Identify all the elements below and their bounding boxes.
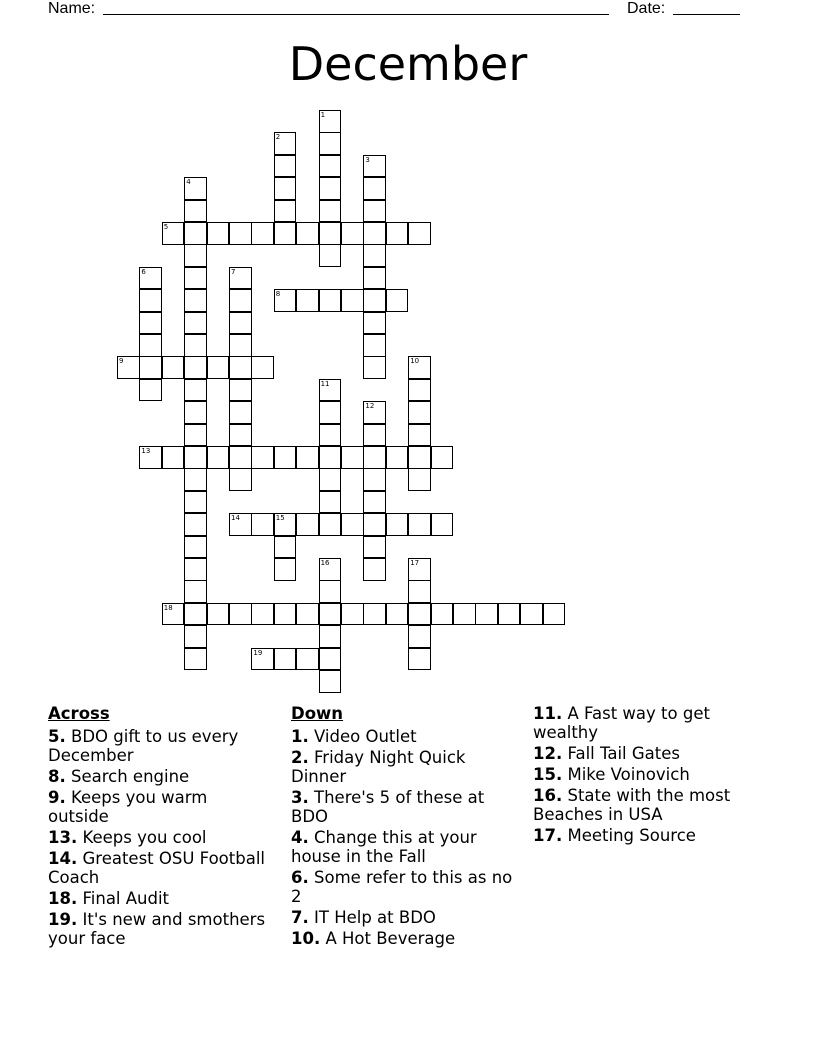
clue-item-text: Mike Voinovich <box>567 765 690 784</box>
grid-cell[interactable] <box>184 289 207 312</box>
down-clues-continued <box>533 704 773 847</box>
clue-item-text: It's new and smothers your face <box>48 910 266 948</box>
clue-number: 5 <box>163 223 169 231</box>
grid-cell[interactable] <box>319 491 342 514</box>
grid-cell[interactable] <box>184 625 207 648</box>
grid-cell[interactable] <box>184 648 207 671</box>
clue-item <box>291 727 516 746</box>
grid-cell[interactable] <box>363 155 386 178</box>
clue-item <box>48 788 273 826</box>
grid-cell[interactable] <box>251 356 274 379</box>
grid-cell[interactable] <box>162 446 185 469</box>
grid-cell[interactable] <box>274 648 297 671</box>
clue-item-text: Greatest OSU Football Coach <box>48 849 265 887</box>
clue-item-text: A Hot Beverage <box>325 929 456 948</box>
grid-cell[interactable] <box>341 222 364 245</box>
grid-cell[interactable] <box>319 222 342 245</box>
grid-cell[interactable] <box>386 603 409 626</box>
clue-item-number: 8. <box>48 767 66 786</box>
clue-item <box>291 788 516 826</box>
grid-cell[interactable] <box>431 513 454 536</box>
grid-cell[interactable] <box>319 446 342 469</box>
down-list-continued <box>533 704 773 845</box>
grid-cell[interactable] <box>319 513 342 536</box>
grid-cell[interactable] <box>408 222 431 245</box>
grid-cell[interactable] <box>139 334 162 357</box>
grid-cell[interactable] <box>274 222 297 245</box>
grid-cell[interactable] <box>319 558 342 581</box>
clue-item-number: 13. <box>48 828 78 847</box>
clue-item-text: Video Outlet <box>314 727 417 746</box>
clue-item-number: 9. <box>48 788 66 807</box>
clue-number: 17 <box>410 559 420 567</box>
clue-item-number: 17. <box>533 826 563 845</box>
clue-item-number: 2. <box>291 748 309 767</box>
grid-cell[interactable] <box>139 312 162 335</box>
clue-item <box>291 828 516 866</box>
clue-number: 2 <box>275 133 281 142</box>
grid-cell[interactable] <box>363 222 386 245</box>
grid-cell[interactable] <box>408 580 431 603</box>
grid-cell[interactable] <box>363 536 386 559</box>
date-field[interactable] <box>673 14 740 15</box>
clue-item-number: 5. <box>48 727 66 746</box>
across-heading: Across <box>48 704 110 723</box>
name-label: Name: <box>48 0 96 17</box>
clue-item-text: Some refer to this as no 2 <box>291 868 513 906</box>
header <box>0 0 816 22</box>
grid-cell[interactable] <box>363 289 386 312</box>
grid-cell[interactable] <box>296 648 319 671</box>
grid-cell[interactable] <box>408 401 431 424</box>
grid-cell[interactable] <box>319 648 342 671</box>
grid-cell[interactable] <box>319 289 342 312</box>
clue-item <box>533 704 773 742</box>
grid-cell[interactable] <box>363 603 386 626</box>
grid-cell[interactable] <box>296 603 319 626</box>
grid-cell[interactable] <box>251 513 274 536</box>
grid-cell[interactable] <box>363 200 386 223</box>
clue-item <box>291 929 516 948</box>
clue-number: 3 <box>365 155 370 164</box>
down-heading: Down <box>291 704 344 723</box>
grid-cell[interactable] <box>229 424 252 447</box>
grid-cell[interactable] <box>229 513 252 536</box>
clue-item-text: Fall Tail Gates <box>567 744 680 763</box>
clue-item-text: A Fast way to get wealthy <box>533 704 710 742</box>
grid-cell[interactable] <box>453 603 476 626</box>
grid-cell[interactable] <box>184 222 207 245</box>
grid-cell[interactable] <box>408 356 431 379</box>
grid-cell[interactable] <box>207 356 230 379</box>
clue-number: 15 <box>275 514 285 523</box>
grid-cell[interactable] <box>139 446 162 469</box>
crossword-grid <box>117 110 567 694</box>
grid-cell[interactable] <box>408 468 431 491</box>
grid-cell[interactable] <box>363 244 386 267</box>
grid-cell[interactable] <box>408 603 431 626</box>
grid-cell[interactable] <box>184 424 207 447</box>
clue-number: 10 <box>410 357 420 366</box>
grid-cell[interactable] <box>274 155 297 178</box>
grid-cell[interactable] <box>139 267 162 290</box>
clue-item <box>533 744 773 763</box>
clue-number: 9 <box>119 357 124 366</box>
grid-cell[interactable] <box>363 401 386 424</box>
grid-cell[interactable] <box>386 513 409 536</box>
page-title: December <box>288 37 528 91</box>
grid-cell[interactable] <box>363 356 386 379</box>
grid-cell[interactable] <box>184 446 207 469</box>
grid-cell[interactable] <box>363 513 386 536</box>
grid-cell[interactable] <box>184 468 207 491</box>
grid-cell[interactable] <box>251 446 274 469</box>
clue-number: 18 <box>163 603 173 612</box>
grid-cell[interactable] <box>229 312 252 335</box>
grid-cell[interactable] <box>274 603 297 626</box>
grid-cell[interactable] <box>184 558 207 581</box>
across-list <box>48 727 273 948</box>
grid-cell[interactable] <box>207 446 230 469</box>
grid-cell[interactable] <box>319 625 342 648</box>
grid-cell[interactable] <box>319 670 342 693</box>
clue-item-text: Final Audit <box>82 889 170 908</box>
grid-cell[interactable] <box>319 401 342 424</box>
grid-cell[interactable] <box>274 289 297 312</box>
grid-cell[interactable] <box>184 536 207 559</box>
clue-item-text: Friday Night Quick Dinner <box>291 748 466 786</box>
grid-cell[interactable] <box>319 379 342 402</box>
clue-item <box>533 786 773 824</box>
grid-cell[interactable] <box>274 536 297 559</box>
grid-cell[interactable] <box>184 312 207 335</box>
grid-cell[interactable] <box>184 244 207 267</box>
clue-item <box>533 826 773 845</box>
grid-cell[interactable] <box>184 401 207 424</box>
clue-item <box>48 828 273 847</box>
clue-item-text: State with the most Beaches in USA <box>533 786 731 824</box>
grid-cell[interactable] <box>520 603 543 626</box>
grid-cell[interactable] <box>251 222 274 245</box>
grid-cell[interactable] <box>363 312 386 335</box>
clue-item-text: IT Help at BDO <box>314 908 436 927</box>
grid-cell[interactable] <box>363 468 386 491</box>
clue-item <box>291 868 516 906</box>
grid-cell[interactable] <box>319 110 342 133</box>
grid-cell[interactable] <box>184 267 207 290</box>
date-label: Date: <box>627 0 666 17</box>
grid-cell[interactable] <box>543 603 566 626</box>
clue-item-number: 14. <box>48 849 78 868</box>
grid-cell[interactable] <box>296 222 319 245</box>
clue-number: 12 <box>365 402 375 411</box>
clue-number: 14 <box>231 514 240 523</box>
clue-number: 19 <box>253 648 263 657</box>
grid-cell[interactable] <box>363 334 386 357</box>
clue-item <box>533 765 773 784</box>
grid-cell[interactable] <box>408 379 431 402</box>
grid-cell[interactable] <box>363 177 386 200</box>
clue-item-number: 15. <box>533 765 563 784</box>
grid-cell[interactable] <box>498 603 521 626</box>
clue-item <box>48 910 273 948</box>
grid-cell[interactable] <box>207 603 230 626</box>
grid-cell[interactable] <box>184 334 207 357</box>
grid-cell[interactable] <box>386 222 409 245</box>
clue-item-number: 18. <box>48 889 78 908</box>
grid-cell[interactable] <box>296 513 319 536</box>
clue-item <box>48 849 273 887</box>
grid-cell[interactable] <box>229 334 252 357</box>
grid-cell[interactable] <box>251 603 274 626</box>
grid-cell[interactable] <box>408 558 431 581</box>
clue-item-number: 3. <box>291 788 309 807</box>
grid-cell[interactable] <box>274 132 297 155</box>
clue-number: 1 <box>320 111 326 119</box>
grid-cell[interactable] <box>139 379 162 402</box>
grid-cell[interactable] <box>274 200 297 223</box>
clue-number: 6 <box>141 267 146 276</box>
clue-item-number: 16. <box>533 786 563 805</box>
grid-cell[interactable] <box>162 603 185 626</box>
grid-cell[interactable] <box>341 513 364 536</box>
grid-cell[interactable] <box>184 379 207 402</box>
grid-cell[interactable] <box>363 558 386 581</box>
grid-cell[interactable] <box>408 648 431 671</box>
clue-item <box>48 767 273 786</box>
grid-cell[interactable] <box>274 177 297 200</box>
grid-cell[interactable] <box>229 222 252 245</box>
grid-cell[interactable] <box>139 356 162 379</box>
grid-cell[interactable] <box>408 446 431 469</box>
grid-cell[interactable] <box>319 155 342 178</box>
across-clues <box>48 704 273 950</box>
grid-cell[interactable] <box>363 267 386 290</box>
grid-cell[interactable] <box>184 491 207 514</box>
grid-cell[interactable] <box>229 379 252 402</box>
grid-cell[interactable] <box>319 132 342 155</box>
grid-cell[interactable] <box>229 468 252 491</box>
clue-number: 16 <box>320 559 330 567</box>
grid-cell[interactable] <box>184 603 207 626</box>
grid-cell[interactable] <box>341 446 364 469</box>
clue-number: 11 <box>320 379 330 388</box>
clue-number: 4 <box>186 178 191 187</box>
clue-item <box>48 889 273 908</box>
down-clues <box>291 704 516 950</box>
grid-cell[interactable] <box>319 468 342 491</box>
grid-cell[interactable] <box>319 177 342 200</box>
clue-item-number: 19. <box>48 910 78 929</box>
grid-cell[interactable] <box>296 446 319 469</box>
clue-number: 8 <box>275 290 281 299</box>
grid-cell[interactable] <box>117 356 140 379</box>
grid-cell[interactable] <box>319 424 342 447</box>
clue-item-number: 11. <box>533 704 563 723</box>
clue-item-number: 1. <box>291 727 309 746</box>
grid-cell[interactable] <box>363 491 386 514</box>
grid-cell[interactable] <box>229 446 252 469</box>
grid-cell[interactable] <box>207 222 230 245</box>
grid-cell[interactable] <box>386 289 409 312</box>
grid-cell[interactable] <box>184 200 207 223</box>
clue-number: 13 <box>141 447 151 455</box>
grid-cell[interactable] <box>274 558 297 581</box>
grid-cell[interactable] <box>408 513 431 536</box>
grid-cell[interactable] <box>475 603 498 626</box>
grid-cell[interactable] <box>274 446 297 469</box>
clue-item-number: 6. <box>291 868 309 887</box>
clue-item-number: 7. <box>291 908 309 927</box>
grid-cell[interactable] <box>408 625 431 648</box>
clue-item-number: 12. <box>533 744 563 763</box>
clue-item-text: There's 5 of these at BDO <box>291 788 485 826</box>
grid-cell[interactable] <box>431 446 454 469</box>
clue-item-text: Keeps you warm outside <box>48 788 208 826</box>
clue-item <box>291 908 516 927</box>
clue-item-number: 10. <box>291 929 321 948</box>
grid-cell[interactable] <box>363 446 386 469</box>
grid-cell[interactable] <box>162 222 185 245</box>
down-list <box>291 727 516 948</box>
grid-cell[interactable] <box>408 424 431 447</box>
clue-item-text: Meeting Source <box>567 826 696 845</box>
grid-cell[interactable] <box>296 289 319 312</box>
grid-cell[interactable] <box>386 446 409 469</box>
grid-cell[interactable] <box>139 289 162 312</box>
grid-cell[interactable] <box>184 177 207 200</box>
grid-cell[interactable] <box>229 401 252 424</box>
clue-item-text: Keeps you cool <box>82 828 207 847</box>
grid-cell[interactable] <box>431 603 454 626</box>
clue-item-text: BDO gift to us every December <box>48 727 239 765</box>
grid-cell[interactable] <box>341 289 364 312</box>
grid-cell[interactable] <box>184 513 207 536</box>
grid-cell[interactable] <box>229 603 252 626</box>
grid-cell[interactable] <box>184 356 207 379</box>
grid-cell[interactable] <box>363 424 386 447</box>
grid-cell[interactable] <box>319 603 342 626</box>
grid-cell[interactable] <box>341 603 364 626</box>
grid-cell[interactable] <box>251 648 274 671</box>
grid-cell[interactable] <box>184 580 207 603</box>
grid-cell[interactable] <box>162 356 185 379</box>
name-field[interactable] <box>103 14 609 15</box>
grid-cell[interactable] <box>229 356 252 379</box>
clue-item-text: Change this at your house in the Fall <box>291 828 477 866</box>
clue-item <box>48 727 273 765</box>
grid-cell[interactable] <box>319 200 342 223</box>
clue-number: 7 <box>231 267 236 276</box>
clue-item-text: Search engine <box>71 767 190 786</box>
clue-item-number: 4. <box>291 828 309 847</box>
grid-cell[interactable] <box>229 267 252 290</box>
grid-cell[interactable] <box>229 289 252 312</box>
grid-cell[interactable] <box>319 244 342 267</box>
grid-cell[interactable] <box>274 513 297 536</box>
clue-item <box>291 748 516 786</box>
grid-cell[interactable] <box>319 580 342 603</box>
